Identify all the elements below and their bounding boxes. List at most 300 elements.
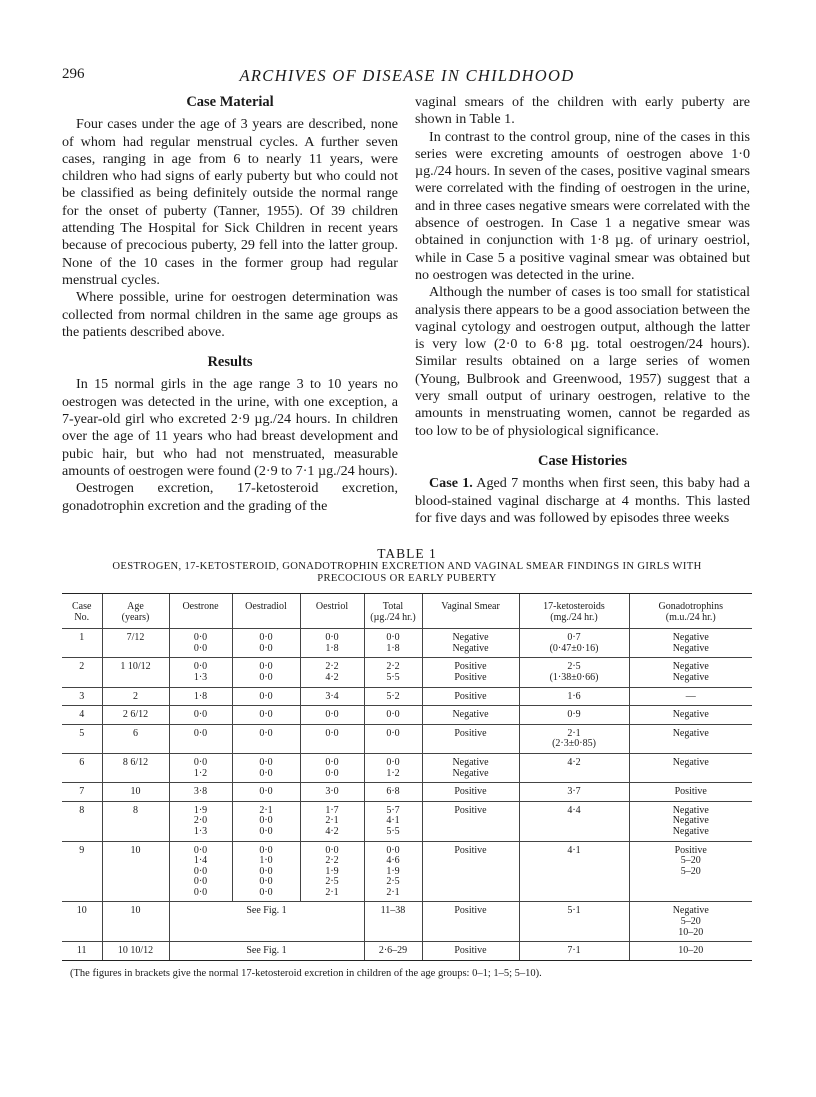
case-histories-heading: Case Histories: [538, 452, 627, 469]
cell-line: 0·0: [386, 709, 400, 721]
cell-line: Positive: [454, 671, 487, 683]
table-row: [62, 902, 752, 942]
cell-line: (0·47±0·16): [549, 642, 599, 654]
header-line: Vaginal Smear: [441, 601, 500, 612]
header-line: Oestradiol: [245, 601, 287, 612]
cell-line: Negative: [672, 661, 709, 673]
oestrone-cell: [169, 841, 232, 902]
cell-line: 0·0: [386, 756, 400, 768]
table-row: [62, 841, 752, 902]
oestriol-cell: [300, 783, 364, 802]
cell-line: 0·0: [193, 661, 208, 673]
cell-line: 1·3: [193, 825, 208, 837]
header-line: Age: [127, 601, 144, 612]
cell-line: 1·4: [193, 855, 208, 867]
cell-line: 2·1: [325, 886, 339, 898]
cell-line: 0·0: [193, 756, 208, 768]
header-line: (m.u./24 hr.): [665, 611, 716, 623]
total-cell: [364, 724, 422, 753]
ketosteroids-cell: [519, 753, 629, 782]
right-paragraph-1: vaginal smears of the children with early puberty are shown in Table 1.: [415, 94, 750, 128]
gonadotrophins-cell: [629, 706, 752, 725]
cell-line: 1·8: [325, 642, 339, 654]
header-line: Case: [72, 601, 92, 612]
case-1-text: Aged 7 months when first seen, this baby had a blood-stained vaginal discharge at 4 months. This lasted for five days and was followed by episodes three weeks: [415, 475, 750, 526]
case-no-cell: [62, 687, 102, 706]
cell-line: 3·4: [325, 690, 339, 702]
cell-line: 2·5: [567, 661, 581, 673]
cell-line: 2·1: [259, 804, 273, 816]
cell-line: 2: [79, 661, 85, 673]
results-paragraph-1: In 15 normal girls in the age range 3 to 10 years no oestrogen was detected in the urine, with one exception, a 7-year-old girl who excreted 2·9 µg./24 hours. In children over the age of 11 years who had breast development and pubic hair, but who had not menstruated, measurable amounts of oestrogen were found (2·9 to 7·1 µg./24 hours).: [62, 376, 398, 479]
header-line: Oestrone: [182, 601, 219, 612]
case-no-cell: [62, 724, 102, 753]
cell-line: 2·0: [193, 815, 208, 827]
ketosteroids-cell: [519, 841, 629, 902]
cell-line: 2·2: [325, 661, 339, 673]
cell-line: 6: [79, 756, 85, 768]
cell-line: 0·0: [325, 844, 339, 856]
page-header: [62, 66, 752, 88]
total-cell: [364, 753, 422, 782]
cell-line: 5–20: [680, 865, 701, 877]
oestrone-header: [169, 594, 232, 629]
cell-line: 0·0: [259, 709, 273, 721]
case-no-cell: [62, 942, 102, 960]
header-line: 17-ketosteroids: [543, 601, 605, 612]
case-no-cell: [62, 753, 102, 782]
total-cell: [364, 902, 422, 942]
oestradiol-cell: [232, 629, 300, 658]
cell-line: 10 10/12: [117, 945, 154, 957]
table-row: [62, 801, 752, 841]
see-figure-cell: [169, 942, 364, 960]
cell-line: 10–20: [678, 926, 704, 938]
right-column: [415, 94, 750, 527]
gonadotrophins-cell: [629, 687, 752, 706]
table-row: [62, 658, 752, 687]
vaginal-smear-cell: [422, 629, 519, 658]
header-line: (years): [121, 611, 150, 623]
cell-line: 0·0: [325, 709, 339, 721]
oestriol-cell: [300, 658, 364, 687]
ketosteroids-cell: [519, 724, 629, 753]
cell-line: 2·1: [386, 886, 400, 898]
cell-line: 1·9: [193, 804, 208, 816]
age-cell: [102, 724, 169, 753]
cell-line: 0·0: [259, 671, 273, 683]
cell-line: 2·2: [386, 661, 400, 673]
gonadotrophins-cell: [629, 629, 752, 658]
cell-line: Negative: [672, 815, 709, 827]
cell-line: 0·0: [193, 886, 208, 898]
cell-line: Negative: [672, 756, 709, 768]
case-no-header: [62, 594, 102, 629]
oestriol-cell: [300, 629, 364, 658]
vaginal-smear-cell: [422, 942, 519, 960]
oestradiol-cell: [232, 753, 300, 782]
table-row: [62, 687, 752, 706]
header-line: (µg./24 hr.): [370, 611, 416, 623]
cell-line: 8 6/12: [122, 756, 149, 768]
cell-line: 0·0: [259, 886, 273, 898]
ketosteroids-cell: [519, 783, 629, 802]
cell-line: 10: [130, 905, 141, 917]
cell-line: 0·0: [259, 876, 273, 888]
cell-line: 0·0: [259, 767, 273, 779]
cell-line: 0·0: [259, 690, 273, 702]
cell-line: 1·3: [193, 671, 208, 683]
cell-line: 0·0: [259, 661, 273, 673]
age-cell: [102, 902, 169, 942]
ketosteroids-cell: [519, 629, 629, 658]
cell-line: 1·7: [325, 804, 339, 816]
total-cell: [364, 629, 422, 658]
table-row: [62, 942, 752, 960]
table-caption-line-2: PRECOCIOUS OR EARLY PUBERTY: [317, 572, 497, 584]
cell-line: (1·38±0·66): [549, 671, 599, 683]
cell-line: Positive: [454, 945, 487, 957]
cell-line: 7: [79, 786, 85, 798]
oestriol-cell: [300, 753, 364, 782]
ketosteroids-cell: [519, 801, 629, 841]
cell-line: 4·1: [386, 815, 400, 827]
age-cell: [102, 687, 169, 706]
header-line: No.: [74, 611, 90, 623]
cell-line: Negative: [452, 632, 489, 644]
cell-line: 2·1: [325, 815, 339, 827]
cell-line: Negative: [672, 709, 709, 721]
cell-line: 0·7: [567, 632, 581, 644]
cell-line: (2·3±0·85): [552, 738, 596, 750]
oestriol-cell: [300, 841, 364, 902]
cell-line: 2·1: [567, 727, 581, 739]
cell-line: 0·0: [259, 727, 273, 739]
oestrone-cell: [169, 753, 232, 782]
cell-line: 10: [130, 786, 141, 798]
cell-line: 4·2: [325, 671, 339, 683]
left-column: [62, 94, 398, 515]
oestrone-cell: [169, 687, 232, 706]
oestradiol-cell: [232, 841, 300, 902]
cell-line: 5–20: [680, 855, 701, 867]
cell-line: 0·0: [259, 865, 273, 877]
cell-line: Positive: [454, 727, 487, 739]
cell-line: 10: [76, 905, 87, 917]
table-row: [62, 629, 752, 658]
cell-line: 0·0: [193, 727, 208, 739]
ketosteroids-cell: [519, 902, 629, 942]
case-no-cell: [62, 629, 102, 658]
cell-line: 1: [79, 632, 85, 644]
case-material-heading: Case Material: [186, 94, 274, 110]
cell-line: 0·0: [193, 844, 208, 856]
cell-line: 0·0: [193, 632, 208, 644]
total-cell: [364, 687, 422, 706]
right-paragraph-2: In contrast to the control group, nine of the cases in this series were excreting amounts of oestrogen above 1·0 µg./24 hours. In seven of the cases, positive vaginal smears were correlated with the finding of oestrogen in the urine, and in three cases negative smears were correlated with the absence of oestrogen. In Case 1 a negative smear was obtained in conjunction with 1·8 µg. of urinary oestriol, while in Case 5 a positive vaginal smear was obtained but no oestrogen was detected in the urine.: [415, 128, 750, 283]
cell-line: 4: [79, 709, 85, 721]
cell-line: 5·2: [386, 690, 400, 702]
cell-line: 0·0: [325, 727, 339, 739]
cell-line: 7/12: [126, 632, 145, 644]
cell-line: 0·0: [325, 767, 339, 779]
total-cell: [364, 706, 422, 725]
ketosteroids-cell: [519, 942, 629, 960]
cell-line: 1·8: [193, 690, 208, 702]
journal-title: ARCHIVES OF DISEASE IN CHILDHOOD: [239, 66, 575, 85]
cell-line: 0·0: [193, 642, 208, 654]
table-caption-line-1: OESTROGEN, 17-KETOSTEROID, GONADOTROPHIN EXCRETION AND VAGINAL SMEAR FINDINGS IN GIRLS WITH: [112, 561, 702, 572]
cell-line: 4·2: [567, 756, 581, 768]
cell-line: 7·1: [567, 945, 581, 957]
gonadotrophins-cell: [629, 902, 752, 942]
cell-line: Positive: [454, 905, 487, 917]
cell-line: Positive: [674, 786, 707, 798]
oestrone-cell: [169, 783, 232, 802]
gonadotrophins-cell: [629, 783, 752, 802]
cell-line: Positive: [454, 690, 487, 702]
ketosteroids-header: [519, 594, 629, 629]
age-cell: [102, 658, 169, 687]
table-row: [62, 724, 752, 753]
page-number: 296: [62, 66, 85, 82]
cell-line: Negative: [452, 709, 489, 721]
table-title: TABLE 1: [377, 546, 437, 561]
oestriol-cell: [300, 724, 364, 753]
oestriol-cell: [300, 706, 364, 725]
cell-line: 8: [79, 804, 85, 816]
case-material-paragraph-2: Where possible, urine for oestrogen determination was collected from normal children in the same age groups as the patients described above.: [62, 289, 398, 340]
cell-line: Negative: [672, 825, 709, 837]
cell-line: 9: [79, 844, 85, 856]
cell-line: 1·2: [386, 767, 400, 779]
oestradiol-cell: [232, 706, 300, 725]
cell-line: 2 6/12: [122, 709, 149, 721]
age-cell: [102, 783, 169, 802]
cell-line: 5·5: [386, 825, 400, 837]
age-cell: [102, 753, 169, 782]
cell-line: Positive: [454, 661, 487, 673]
vaginal-smear-cell: [422, 841, 519, 902]
cell-line: 5·1: [567, 905, 581, 917]
oestradiol-cell: [232, 801, 300, 841]
cell-line: 0·9: [567, 709, 581, 721]
total-cell: [364, 783, 422, 802]
total-cell: [364, 658, 422, 687]
cell-line: 1·9: [325, 865, 339, 877]
cell-line: 1·0: [259, 855, 273, 867]
vaginal-smear-cell: [422, 902, 519, 942]
header-line: Gonadotrophins: [658, 601, 723, 612]
cell-line: 4·1: [567, 844, 581, 856]
table-row: [62, 706, 752, 725]
cell-line: Negative: [672, 632, 709, 644]
cell-line: 1·9: [386, 865, 400, 877]
age-cell: [102, 706, 169, 725]
cell-line: 3: [79, 690, 85, 702]
cell-line: 8: [133, 804, 138, 816]
cell-line: 5·5: [386, 671, 400, 683]
header-line: Total: [382, 601, 404, 612]
cell-line: Positive: [454, 786, 487, 798]
cell-line: Negative: [452, 767, 489, 779]
cell-line: 0·0: [259, 844, 273, 856]
cell-line: 1·2: [193, 767, 208, 779]
vaginal-smear-cell: [422, 658, 519, 687]
cell-line: Positive: [454, 844, 487, 856]
vaginal-smear-cell: [422, 783, 519, 802]
results-paragraph-2: Oestrogen excretion, 17-ketosteroid excretion, gonadotrophin excretion and the grading of the: [62, 480, 398, 514]
cell-line: 10–20: [678, 945, 704, 957]
oestrone-cell: [169, 629, 232, 658]
cell-line: 2·6–29: [378, 945, 408, 957]
cell-line: Negative: [672, 642, 709, 654]
gonadotrophins-cell: [629, 942, 752, 960]
right-paragraph-3: Although the number of cases is too small for statistical analysis there appears to be a good association between the vaginal cytology and oestrogen output, although the latter is very low (2·0 to 6·8 µg. total oestrogen/24 hours). Similar results obtained on a large series of women (Young, Bulbrook and Greenwood, 1957) suggest that a very small output of urinary oestrogen, relative to the amounts in menstruating women, cannot be regarded as too low to be of physiological significance.: [415, 284, 750, 439]
total-header: [364, 594, 422, 629]
cell-line: 1 10/12: [120, 661, 151, 673]
cell-line: 11–38: [380, 905, 406, 917]
gonadotrophins-cell: [629, 753, 752, 782]
table-caption: [62, 561, 752, 584]
gonadotrophins-cell: [629, 658, 752, 687]
cell-line: 1·8: [386, 642, 400, 654]
cell-line: 0·0: [325, 756, 339, 768]
total-cell: [364, 942, 422, 960]
cell-line: 0·0: [193, 876, 208, 888]
table-header-row: [62, 594, 752, 629]
oestrone-cell: [169, 706, 232, 725]
case-no-cell: [62, 706, 102, 725]
gonadotrophins-cell: [629, 841, 752, 902]
total-cell: [364, 801, 422, 841]
cell-line: Negative: [672, 804, 709, 816]
cell-line: 1·6: [567, 690, 581, 702]
cell-line: 3·7: [567, 786, 581, 798]
case-no-cell: [62, 658, 102, 687]
cell-line: 2: [133, 690, 138, 702]
cell-line: 0·0: [193, 865, 208, 877]
cell-line: Positive: [674, 844, 707, 856]
age-header: [102, 594, 169, 629]
oestriol-cell: [300, 801, 364, 841]
results-heading: Results: [207, 354, 253, 371]
cell-line: 0·0: [325, 632, 339, 644]
table-footnote: (The figures in brackets give the normal 17-ketosteroid excretion in children of the age groups: 0–1; 1–5; 5–10).: [70, 968, 542, 979]
case-no-cell: [62, 902, 102, 942]
vaginal-smear-cell: [422, 724, 519, 753]
cell-line: 6: [133, 727, 138, 739]
cell-line: 4·2: [325, 825, 339, 837]
header-line: Oestriol: [315, 601, 349, 612]
cell-line: Negative: [452, 756, 489, 768]
ketosteroids-cell: [519, 687, 629, 706]
oestradiol-cell: [232, 687, 300, 706]
cell-line: 5·7: [386, 804, 400, 816]
cell-line: 2·2: [325, 855, 339, 867]
age-cell: [102, 841, 169, 902]
vaginal-smear-cell: [422, 687, 519, 706]
cell-line: 4·6: [386, 855, 400, 867]
cell-line: 3·0: [325, 786, 339, 798]
oestrone-cell: [169, 801, 232, 841]
vaginal-smear-cell: [422, 753, 519, 782]
table-row: [62, 753, 752, 782]
cell-line: 0·0: [386, 844, 400, 856]
see-figure-cell: [169, 902, 364, 942]
gonadotrophins-cell: [629, 801, 752, 841]
case-1-label: Case 1.: [429, 475, 473, 492]
age-cell: [102, 801, 169, 841]
cell-line: 0·0: [259, 815, 273, 827]
vaginal-smear-cell: [422, 801, 519, 841]
cell-line: —: [685, 690, 696, 702]
ketosteroids-cell: [519, 706, 629, 725]
oestradiol-cell: [232, 724, 300, 753]
gonadotrophins-header: [629, 594, 752, 629]
vaginal-smear-cell: [422, 706, 519, 725]
cell-line: 0·0: [259, 825, 273, 837]
table-body: [62, 629, 752, 960]
cell-line: 0·0: [259, 632, 273, 644]
data-table-container: [62, 593, 752, 961]
cell-line: See Fig. 1: [246, 945, 287, 957]
age-cell: [102, 942, 169, 960]
ketosteroids-cell: [519, 658, 629, 687]
cell-line: 3·8: [193, 786, 208, 798]
cell-line: See Fig. 1: [246, 905, 287, 917]
cell-line: Negative: [452, 642, 489, 654]
cell-line: 10: [130, 844, 141, 856]
age-cell: [102, 629, 169, 658]
cell-line: 11: [76, 945, 87, 957]
oestradiol-cell: [232, 658, 300, 687]
gonadotrophins-cell: [629, 724, 752, 753]
cell-line: 4·4: [567, 804, 581, 816]
case-no-cell: [62, 783, 102, 802]
oestradiol-cell: [232, 783, 300, 802]
oestrone-cell: [169, 658, 232, 687]
cell-line: 0·0: [193, 709, 208, 721]
cell-line: 0·0: [259, 786, 273, 798]
cell-line: Negative: [672, 671, 709, 683]
case-material-paragraph-1: Four cases under the age of 3 years are described, none of whom had regular menstrual cycles. A further seven cases, ranging in age from 6 to nearly 11 years, were children who had signs of early puberty but who could not be classified as being definitely outside the normal range for the onset of puberty (Tanner, 1955). Of 39 children attending The Hospital for Sick Children in recent years because of precocious puberty, 29 fell into the latter group. None of the 10 cases in the former group had regular menstrual cycles.: [62, 116, 398, 288]
case-1-paragraph: [415, 475, 750, 527]
oestriol-header: [300, 594, 364, 629]
data-table: [62, 594, 752, 960]
oestrone-cell: [169, 724, 232, 753]
case-no-cell: [62, 801, 102, 841]
header-line: (mg./24 hr.): [550, 611, 598, 623]
cell-line: 5–20: [680, 916, 701, 928]
cell-line: 2·5: [386, 876, 400, 888]
cell-line: 5: [79, 727, 85, 739]
cell-line: Positive: [454, 804, 487, 816]
cell-line: 0·0: [386, 727, 400, 739]
cell-line: 2·5: [325, 876, 339, 888]
table-row: [62, 783, 752, 802]
cell-line: 6·8: [386, 786, 400, 798]
case-no-cell: [62, 841, 102, 902]
cell-line: 0·0: [259, 642, 273, 654]
oestradiol-header: [232, 594, 300, 629]
oestriol-cell: [300, 687, 364, 706]
cell-line: Negative: [672, 905, 709, 917]
cell-line: Negative: [672, 727, 709, 739]
vaginal-smear-header: [422, 594, 519, 629]
cell-line: 0·0: [259, 756, 273, 768]
total-cell: [364, 841, 422, 902]
